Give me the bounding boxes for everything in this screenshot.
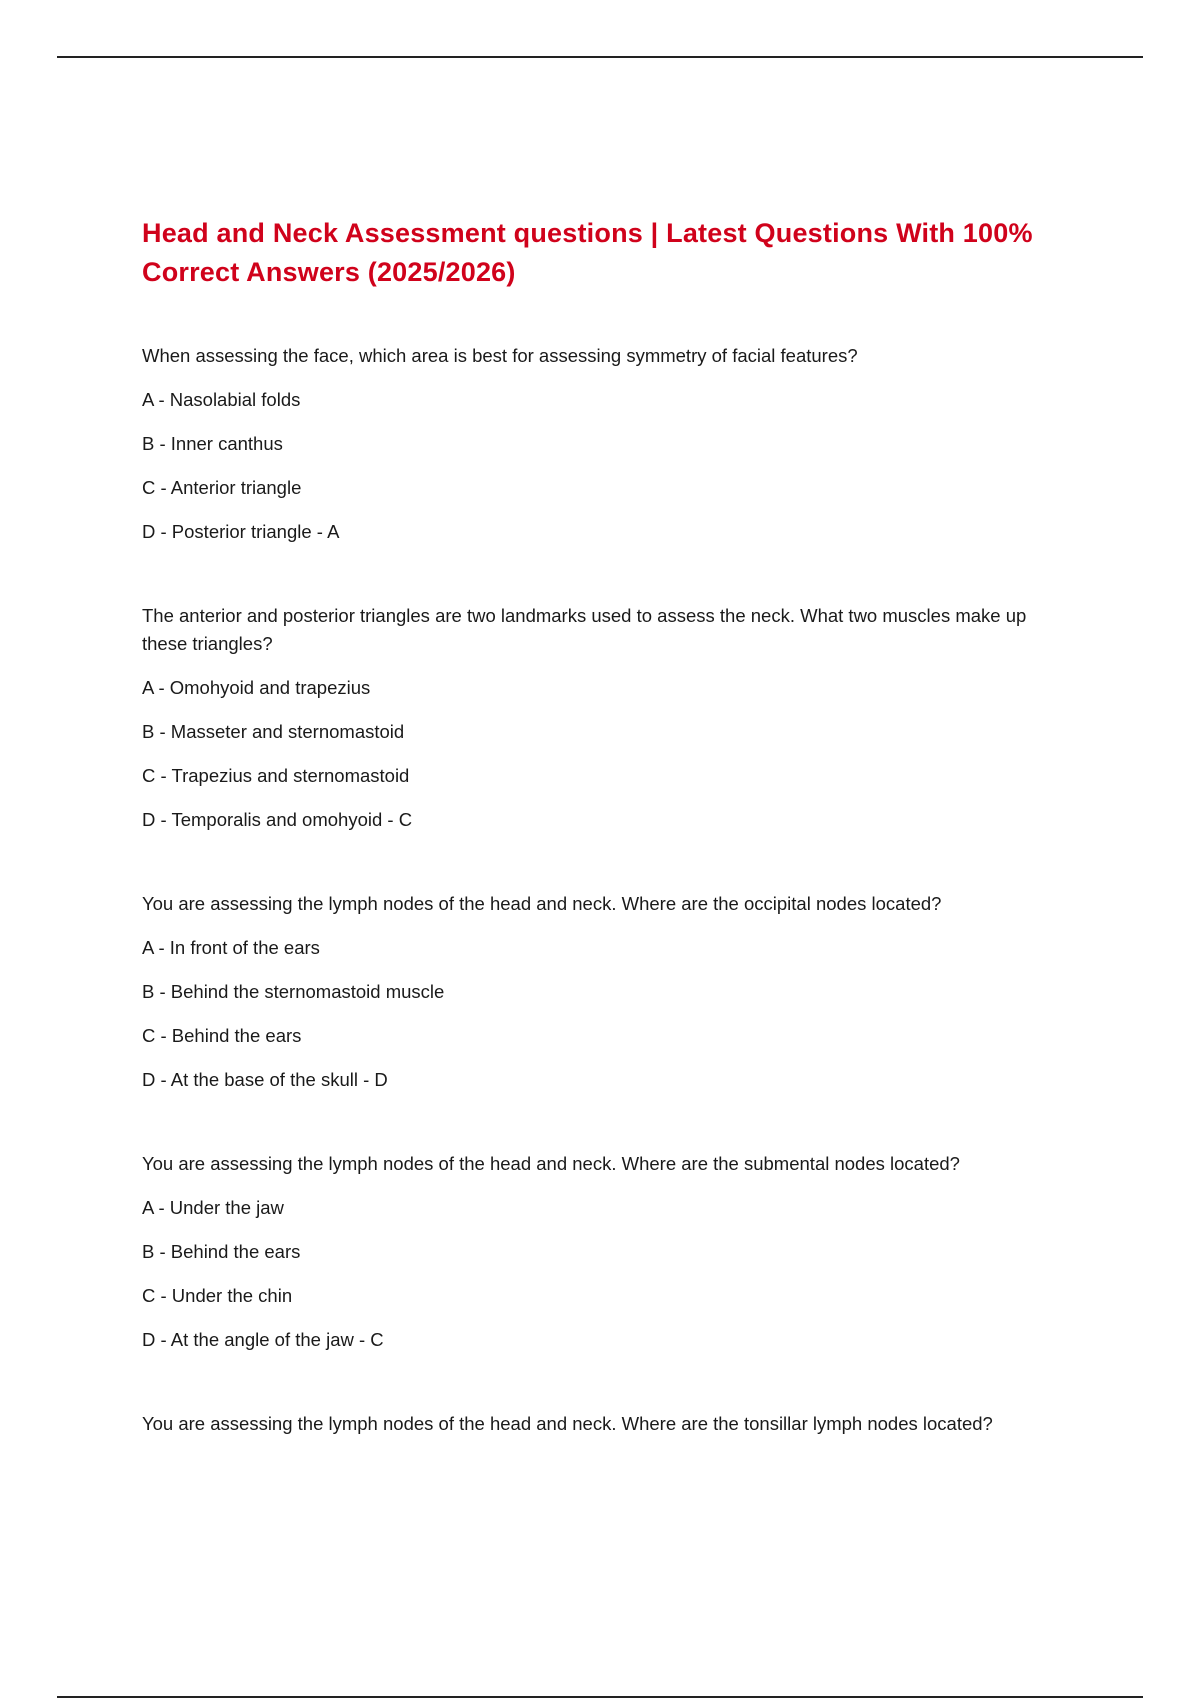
option-list	[142, 386, 1072, 546]
question-text: When assessing the face, which area is best for assessing symmetry of facial features?	[142, 345, 858, 366]
option-a: A - Under the jaw	[142, 1197, 284, 1218]
question-text: You are assessing the lymph nodes of the head and neck. Where are the occipital nodes located?	[142, 893, 942, 914]
option-c: C - Trapezius and sternomastoid	[142, 765, 410, 786]
option-c: C - Anterior triangle	[142, 477, 302, 498]
option-a: A - In front of the ears	[142, 937, 320, 958]
option-a: A - Omohyoid and trapezius	[142, 677, 371, 698]
question-text: You are assessing the lymph nodes of the head and neck. Where are the tonsillar lymph nodes located?	[142, 1413, 993, 1434]
header-rule	[57, 56, 1143, 58]
document-body	[142, 214, 1072, 1494]
question-3	[142, 890, 1072, 1094]
question-5	[142, 1410, 1072, 1438]
option-b: B - Behind the sternomastoid muscle	[142, 981, 445, 1002]
option-b: B - Masseter and sternomastoid	[142, 721, 405, 742]
question-1	[142, 342, 1072, 546]
question-text: The anterior and posterior triangles are two landmarks used to assess the neck. What two muscles make up these triangles?	[142, 605, 1027, 654]
option-b: B - Inner canthus	[142, 433, 283, 454]
option-list	[142, 934, 1072, 1094]
question-2	[142, 602, 1072, 834]
option-d: D - At the angle of the jaw - C	[142, 1329, 384, 1350]
option-c: C - Under the chin	[142, 1285, 293, 1306]
option-b: B - Behind the ears	[142, 1241, 301, 1262]
document-title: Head and Neck Assessment questions | Latest Questions With 100% Correct Answers (2025/2026)	[142, 218, 1033, 287]
option-d: D - Posterior triangle - A	[142, 521, 340, 542]
footer-rule	[57, 1696, 1143, 1698]
option-c: C - Behind the ears	[142, 1025, 302, 1046]
question-list	[142, 342, 1072, 1438]
option-d: D - At the base of the skull - D	[142, 1069, 388, 1090]
option-list	[142, 1194, 1072, 1354]
question-text: You are assessing the lymph nodes of the head and neck. Where are the submental nodes located?	[142, 1153, 960, 1174]
option-d: D - Temporalis and omohyoid - C	[142, 809, 413, 830]
question-4	[142, 1150, 1072, 1354]
option-a: A - Nasolabial folds	[142, 389, 301, 410]
option-list	[142, 674, 1072, 834]
